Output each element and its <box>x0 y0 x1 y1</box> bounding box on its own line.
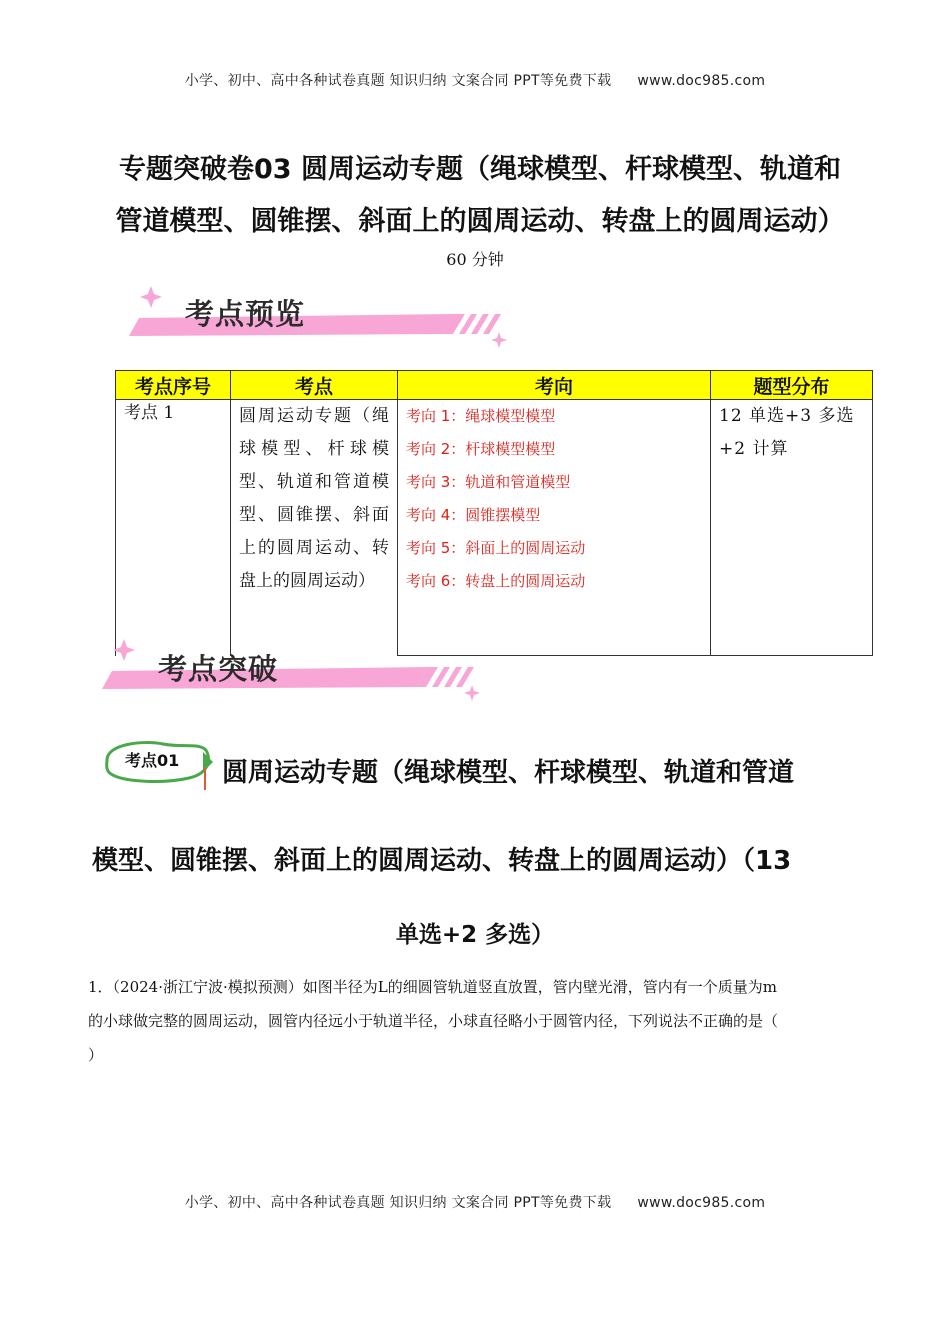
header-text: 小学、初中、高中各种试卷真题 知识归纳 文案合同 PPT等免费下载 <box>184 73 612 89</box>
page-title <box>85 144 875 248</box>
question-1 <box>88 970 868 1072</box>
cell-distribution: 12 单选+3 多选+2 计算 <box>711 400 873 656</box>
direction-item: 考向 2：杆球模型模型 <box>406 440 556 458</box>
sparkle-icon <box>464 685 480 701</box>
badge-text: 考点01 <box>125 751 180 770</box>
section-title-line3: 单选+2 多选） <box>395 922 555 948</box>
direction-item: 考向 4：圆锥摆模型 <box>406 506 541 524</box>
title-line2: 管道模型、圆锥摆、斜面上的圆周运动、转盘上的圆周运动） <box>115 206 845 237</box>
sparkle-icon <box>491 332 507 348</box>
banner-breakthrough <box>98 637 488 707</box>
table-header-row <box>116 371 873 400</box>
question-line2: 的小球做完整的圆周运动，圆管内径远小于轨道半径，小球直径略小于圆管内径，下列说法不正确的是（ <box>88 1012 779 1030</box>
banner-preview-text: 考点预览 <box>185 297 306 331</box>
direction-item: 考向 6：转盘上的圆周运动 <box>406 572 586 590</box>
question-line3: ） <box>88 1046 104 1064</box>
page-header <box>0 70 950 90</box>
header-site[interactable]: www.doc985.com <box>637 73 766 89</box>
direction-item: 考向 3：轨道和管道模型 <box>406 473 571 491</box>
banner-breakthrough-text: 考点突破 <box>158 652 279 686</box>
cell-index: 考点 1 <box>116 400 231 656</box>
banner-breakthrough-decoration <box>98 637 488 707</box>
banner-preview-decoration <box>125 284 515 354</box>
time-limit: 60 分钟 <box>446 250 504 269</box>
question-line1: 1．（2024·浙江宁波·模拟预测）如图半径为L的细圆管轨道竖直放置，管内壁光滑，管内有一个质量为m <box>88 978 777 996</box>
footer-site[interactable]: www.doc985.com <box>637 1195 766 1211</box>
banner-preview <box>125 284 515 354</box>
section-title-line2: 模型、圆锥摆、斜面上的圆周运动、转盘上的圆周运动）（13 <box>92 846 792 876</box>
section-title-line1: 圆周运动专题（绳球模型、杆球模型、轨道和管道 <box>222 758 795 788</box>
col-topic: 考点 <box>231 371 398 400</box>
footer-text: 小学、初中、高中各种试卷真题 知识归纳 文案合同 PPT等免费下载 <box>184 1195 612 1211</box>
col-distribution: 题型分布 <box>711 371 873 400</box>
table-row <box>116 400 873 656</box>
direction-item: 考向 5：斜面上的圆周运动 <box>406 539 586 557</box>
cell-topic: 圆周运动专题（绳球模型、杆球模型、轨道和管道模型、圆锥摆、斜面上的圆周运动、转盘上的圆周运动） <box>231 400 398 656</box>
col-index: 考点序号 <box>116 371 231 400</box>
title-line1: 专题突破卷03 圆周运动专题（绳球模型、杆球模型、轨道和 <box>119 154 841 185</box>
topic-table <box>115 370 873 656</box>
sparkle-icon <box>140 286 162 308</box>
section-badge <box>103 738 211 782</box>
col-direction: 考向 <box>398 371 711 400</box>
direction-item: 考向 1：绳球模型模型 <box>406 407 556 425</box>
sparkle-icon <box>113 639 135 661</box>
page-footer <box>0 1192 950 1212</box>
cell-directions <box>398 400 711 656</box>
